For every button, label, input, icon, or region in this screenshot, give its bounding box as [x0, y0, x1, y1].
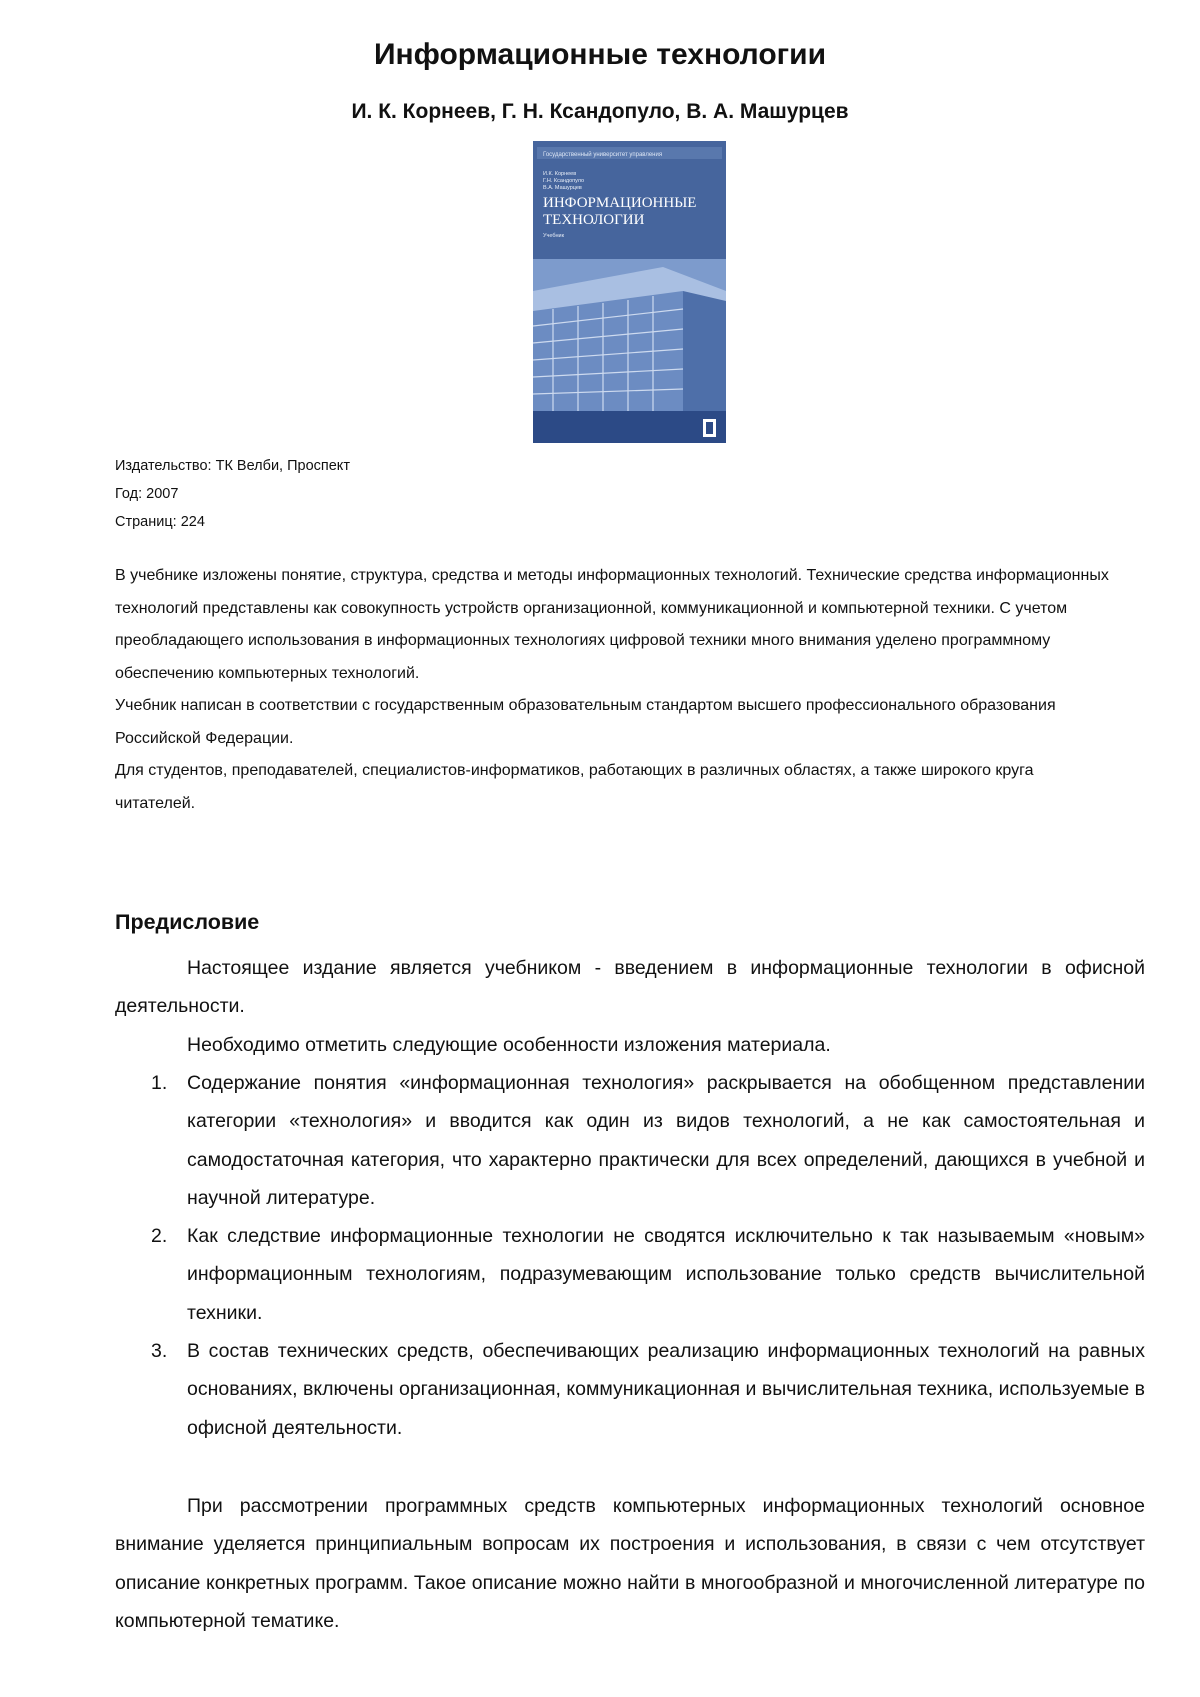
book-authors: И. К. Корнеев, Г. Н. Ксандопуло, В. А. Машурцев	[351, 100, 849, 123]
book-cover-image	[533, 141, 726, 443]
list-item-number: 1.	[151, 1072, 168, 1094]
list-item	[115, 1064, 1145, 1217]
cover-author-1: И.К. Корнеев	[543, 171, 577, 177]
list-item-number: 2.	[151, 1225, 168, 1248]
list-item-text: Как следствие информационные технологии не сводятся исключительно к так называемым «новым» информационным технологиям, подразумевающим использование только средств вычислительной техники.	[187, 1225, 1145, 1324]
list-item	[115, 1332, 1145, 1447]
cover-top-line: Государственный университет управления	[543, 152, 663, 158]
year: Год: 2007	[115, 486, 179, 502]
book-description	[115, 560, 1115, 820]
preface-intro	[115, 949, 1145, 1064]
preface-paragraph-1: Настоящее издание является учебником - введением в информационные технологии в офисной деятельности.	[115, 957, 1145, 1018]
cover-building-illustration	[533, 259, 726, 443]
preface-features-list	[115, 1064, 1145, 1447]
cover-title-line1: ИНФОРМАЦИОННЫЕ	[543, 195, 697, 211]
list-item-text: В состав технических средств, обеспечивающих реализацию информационных технологий на равных основаниях, включены организационная, коммуникационная и вычислительная техника, используемые в офисной деятельности.	[187, 1340, 1145, 1439]
cover-author-2: Г.Н. Ксандопуло	[543, 178, 585, 184]
description-paragraph-1: В учебнике изложены понятие, структура, средства и методы информационных технологий. Технические средства информационных технологий представлены как совокупность устройств организационной, коммуникационной и компьютерной техники. С учетом преобладающего использования в информационных технологиях цифровой техники много внимания уделено программному обеспечению компьютерных технологий.	[115, 567, 1109, 682]
preface-heading: Предисловие	[115, 910, 260, 934]
cover-subtitle: Учебник	[543, 233, 565, 239]
list-item-number: 3.	[151, 1340, 168, 1363]
cover-title-line2: ТЕХНОЛОГИИ	[543, 212, 645, 228]
book-title: Информационные технологии	[373, 38, 827, 71]
book-meta	[115, 452, 350, 536]
preface-paragraph-2: Необходимо отметить следующие особенности изложения материала.	[187, 1033, 831, 1056]
cover-author-3: В.А. Машурцев	[543, 185, 582, 191]
description-paragraph-3: Для студентов, преподавателей, специалистов-информатиков, работающих в различных областях, а также широкого круга читателей.	[115, 762, 1034, 812]
publisher: Издательство: ТК Велби, Проспект	[115, 458, 350, 474]
cover-art	[533, 141, 726, 443]
page-count: Страниц: 224	[115, 514, 205, 530]
list-item	[115, 1217, 1145, 1332]
description-paragraph-2: Учебник написан в соответствии с государственным образовательным стандартом высшего профессионального образования Российской Федерации.	[115, 697, 1056, 747]
preface-paragraph-3: При рассмотрении программных средств компьютерных информационных технологий основное внимание уделяется принципиальным вопросам их построения и использования, в связи с чем отсутствует описание конкретных программ. Такое описание можно найти в многообразной и многочисленной литературе по компьютерной тематике.	[115, 1495, 1145, 1632]
list-item-text: Содержание понятия «информационная технология» раскрывается на обобщенном представлении категории «технология» и вводится как один из видов технологий, а не как самостоятельная и самодостаточная категория, что характерно практически для всех определений, дающихся в учебной и научной литературе.	[187, 1072, 1145, 1209]
